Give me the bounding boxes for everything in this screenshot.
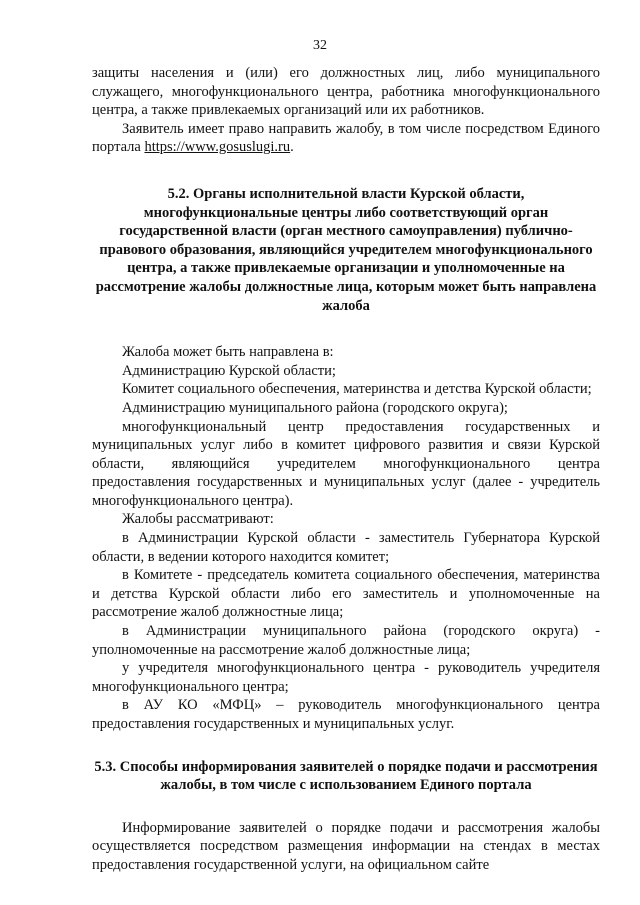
page-content (92, 64, 600, 875)
section-5-2-paragraph: Администрацию муниципального района (городского округа); (122, 399, 508, 416)
section-5-2-paragraph: Администрацию Курской области; (122, 362, 336, 379)
intro-paragraph-2-text: Заявитель имеет право направить жалобу, в том числе посредством Единого портала (92, 120, 600, 156)
section-5-3-paragraph: Информирование заявителей о порядке подачи и рассмотрения жалобы осуществляется посредством размещения информации на стендах в местах предоставления государственной услуги, на официальном сайте (92, 819, 600, 873)
section-5-2-paragraph: в Администрации муниципального района (городского округа) - уполномоченные на рассмотрение жалоб должностные лица; (92, 623, 600, 658)
section-5-2-paragraph: в Администрации Курской области - заместитель Губернатора Курской области, в ведении которого находится комитет; (92, 530, 600, 565)
section-5-2-heading: 5.2. Органы исполнительной власти Курской области, многофункциональные центры либо соответствующий орган государственной власти (орган местного самоуправления) публично-правового образования, являющийся учредителем многофункционального центра, а также привлекаемые организации и уполномоченные на рассмотрение жалобы должностные лица, которым может быть направлена жалоба (95, 185, 597, 314)
intro-paragraph-1: защиты населения и (или) его должностных лиц, либо муниципального служащего, многофункционального центра, работника многофункционального центра, а также привлекаемых организаций или их работников. (92, 65, 600, 119)
section-5-3-heading: 5.3. Способы информирования заявителей о порядке подачи и рассмотрения жалобы, в том числе с использованием Единого портала (94, 758, 598, 794)
intro-paragraph-2-end: . (290, 139, 294, 156)
section-5-2-paragraph: в АУ КО «МФЦ» – руководитель многофункционального центра предоставления государственных и муниципальных услуг. (92, 697, 600, 732)
section-5-2-paragraph: многофункциональный центр предоставления государственных и муниципальных услуг либо в комитет цифрового развития и связи Курской области, являющийся учредителем многофункционального центра предоставления государственных и муниципальных услуг (далее - учредитель многофункционального центра). (92, 418, 600, 509)
section-5-2-paragraph: Комитет социального обеспечения, материнства и детства Курской области; (122, 381, 592, 398)
intro-paragraph-2 (92, 120, 600, 157)
section-5-2-paragraph: Жалобы рассматривают: (122, 511, 274, 528)
section-5-2-paragraph: Жалоба может быть направлена в: (122, 344, 334, 361)
gosuslugi-link[interactable]: https://www.gosuslugi.ru (144, 139, 291, 156)
section-5-2-paragraph: у учредителя многофункционального центра - руководитель учредителя многофункционального центра; (92, 660, 600, 695)
page-number: 32 (313, 38, 327, 53)
section-5-2-paragraph: в Комитете - председатель комитета социального обеспечения, материнства и детства Курской области либо его заместитель и уполномоченные на рассмотрение жалоб должностные лица; (92, 567, 600, 621)
